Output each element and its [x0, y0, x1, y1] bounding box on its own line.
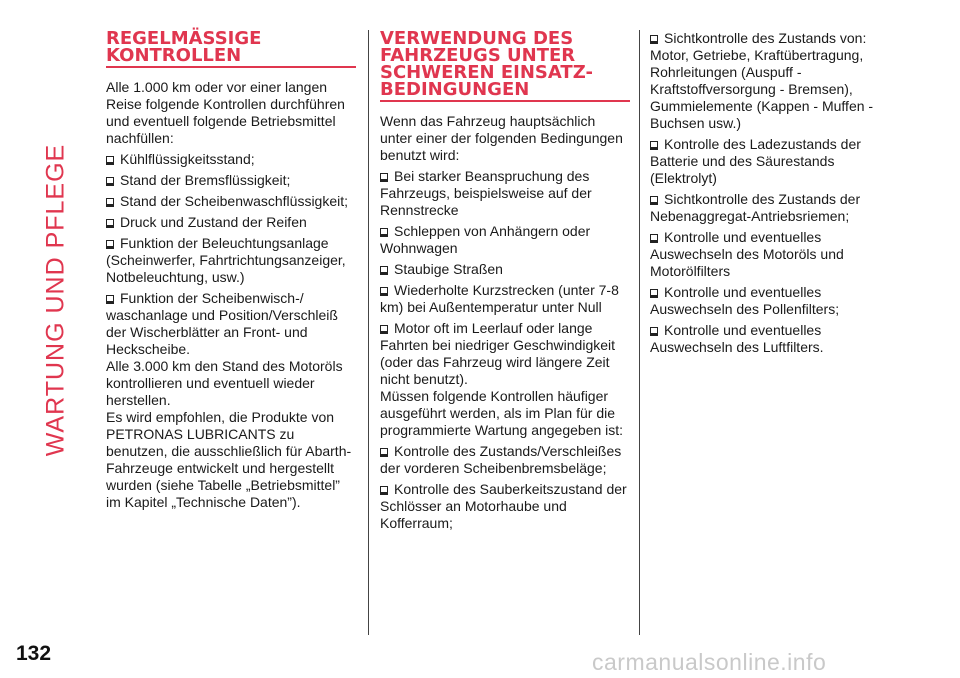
checkbox-bullet-icon — [380, 287, 388, 296]
bullet-text: Kontrolle des Sauberkeitszustand der Schlösser an Motorhaube und Kofferraum; — [380, 481, 627, 531]
intro-paragraph: Alle 1.000 km oder vor einer langen Reise folgende Kontrollen durchführen und eventuell folgende Betriebsmittel nachfüllen: — [106, 79, 345, 146]
column-divider — [368, 30, 369, 635]
checkbox-bullet-icon — [650, 234, 658, 243]
bullet-item — [106, 214, 356, 231]
bullet-item — [380, 443, 630, 477]
watermark-text: carmanualsonline.info — [592, 649, 827, 675]
checkbox-bullet-icon — [650, 327, 658, 336]
bullet-text: Kontrolle und eventuelles Auswechseln des Luftfilters. — [650, 322, 824, 355]
checkbox-bullet-icon — [106, 295, 114, 304]
checkbox-bullet-icon — [380, 325, 388, 334]
checkbox-bullet-icon — [650, 35, 658, 44]
bullet-text: Staubige Straßen — [394, 261, 503, 277]
column-divider — [639, 30, 640, 635]
checkbox-bullet-icon — [650, 141, 658, 150]
bullet-item — [650, 322, 900, 356]
paragraph-lubricants: Es wird empfohlen, die Produkte von PETRONAS LUBRICANTS zu benutzen, die ausschließlich für Abarth-Fahrzeuge entwickelt und hergestellt wurden (siehe Tabelle „Betriebsmittel” im Kapitel „Technische Daten”). — [106, 409, 352, 510]
bullet-item — [380, 168, 630, 219]
bullet-text: Kontrolle des Zustands/Verschleißes der vorderen Scheibenbremsbeläge; — [380, 443, 622, 476]
bullet-text: Stand der Bremsflüssigkeit; — [120, 172, 291, 188]
bullet-item — [380, 481, 630, 532]
checkbox-bullet-icon — [106, 156, 114, 165]
heading-severe-conditions: VERWENDUNG DES FAHRZEUGS UNTER SCHWEREN EINSATZ-BEDINGUNGEN — [380, 30, 630, 102]
checkbox-bullet-icon — [650, 196, 658, 205]
bullet-item — [380, 261, 630, 278]
bullet-item — [106, 151, 356, 168]
bullet-text: Funktion der Scheibenwisch-/ waschanlage und Position/Verschleiß der Wischerblätter an Front- und Heckscheibe. — [106, 290, 338, 357]
paragraph-engine-oil: Alle 3.000 km den Stand des Motoröls kontrollieren und eventuell wieder herstellen. — [106, 358, 343, 408]
bullet-text: Kontrolle und eventuelles Auswechseln des Motoröls und Motorölfilters — [650, 229, 844, 279]
checkbox-bullet-icon — [380, 228, 388, 237]
bullet-item — [650, 136, 900, 187]
checkbox-bullet-icon — [650, 289, 658, 298]
bullet-item — [106, 235, 356, 286]
bullet-text: Sichtkontrolle des Zustands von: Motor, Getriebe, Kraftübertragung, Rohrleitungen (Auspuff - Kraftstoffversorgung - Bremsen), Gummielemente (Kappen - Muffen - Buchsen usw.) — [650, 30, 874, 131]
bullet-text: Schleppen von Anhängern oder Wohnwagen — [380, 223, 591, 256]
bullet-item — [106, 172, 356, 189]
checkbox-bullet-icon — [380, 448, 388, 457]
checkbox-bullet-icon — [106, 240, 114, 249]
bullet-item — [106, 290, 356, 358]
bullet-item — [380, 223, 630, 257]
bullet-text: Bei starker Beanspruchung des Fahrzeugs, beispielsweise auf der Rennstrecke — [380, 168, 592, 218]
bullet-text: Druck und Zustand der Reifen — [120, 214, 307, 230]
bullet-item — [650, 30, 900, 132]
column-inspections — [650, 30, 900, 360]
bullet-item — [380, 320, 630, 388]
checkbox-bullet-icon — [106, 198, 114, 207]
checkbox-bullet-icon — [380, 266, 388, 275]
bullet-text: Wiederholte Kurzstrecken (unter 7-8 km) bei Außentemperatur unter Null — [380, 282, 619, 315]
checkbox-bullet-icon — [106, 219, 114, 228]
side-section-title-text: WARTUNG UND PFLEGE — [41, 143, 70, 457]
page-number: 132 — [16, 642, 52, 665]
bullet-text: Stand der Scheibenwaschflüssigkeit; — [120, 193, 349, 209]
bullet-text: Motor oft im Leerlauf oder lange Fahrten bei niedriger Geschwindigkeit (oder das Fahrzeug wird längere Zeit nicht benutzt). — [380, 320, 616, 387]
checkbox-bullet-icon — [106, 177, 114, 186]
bullet-item — [106, 193, 356, 210]
paragraph-frequent-checks: Müssen folgende Kontrollen häufiger ausgeführt werden, als im Plan für die programmierte Wartung angegeben ist: — [380, 388, 624, 438]
bullet-text: Kontrolle und eventuelles Auswechseln des Pollenfilters; — [650, 284, 840, 317]
bullet-item — [380, 282, 630, 316]
bullet-item — [650, 191, 900, 225]
intro-paragraph: Wenn das Fahrzeug hauptsächlich unter einer der folgenden Bedingungen benutzt wird: — [380, 113, 623, 163]
heading-regular-checks: REGELMÄSSIGE KONTROLLEN — [106, 30, 356, 68]
checkbox-bullet-icon — [380, 486, 388, 495]
column-severe-conditions — [380, 30, 630, 536]
bullet-text: Kontrolle des Ladezustands der Batterie und des Säurestands (Elektrolyt) — [650, 136, 861, 186]
column-regular-checks — [106, 30, 356, 515]
bullet-text: Sichtkontrolle des Zustands der Nebenaggregat-Antriebsriemen; — [650, 191, 861, 224]
bullet-text: Kühlflüssigkeitsstand; — [120, 151, 255, 167]
bullet-item — [650, 229, 900, 280]
checkbox-bullet-icon — [380, 173, 388, 182]
bullet-item — [650, 284, 900, 318]
bullet-text: Funktion der Beleuchtungsanlage (Scheinwerfer, Fahrtrichtungsanzeiger, Notbeleuchtung, usw.) — [106, 235, 346, 285]
